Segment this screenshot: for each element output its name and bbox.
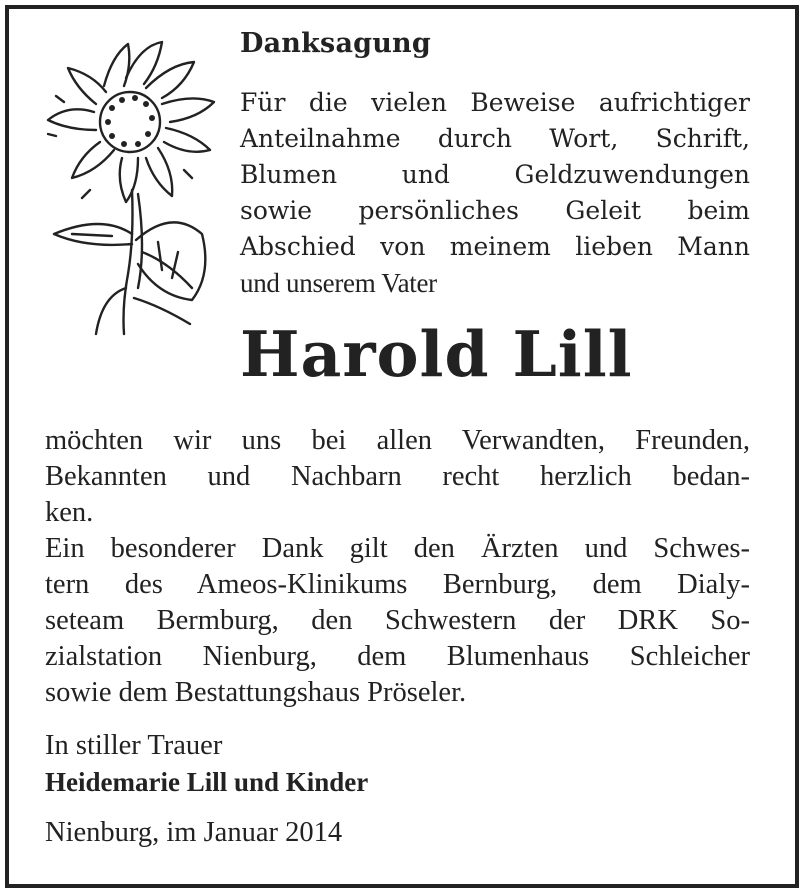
thanks-paragraph xyxy=(45,423,750,711)
intro-line: Abschied von meinem lieben Mann xyxy=(240,232,750,261)
intro-line: Anteilnahme durch Wort, Schrift, xyxy=(240,124,750,153)
intro-line: Blumen und Geldzuwendungen xyxy=(240,160,750,189)
body-line: zialstation Nienburg, dem Blumenhaus Schleicher xyxy=(45,641,750,672)
mourning-line: In stiller Trauer xyxy=(45,730,223,761)
place-date: Nienburg, im Januar 2014 xyxy=(45,817,343,848)
intro-line: und unserem Vater xyxy=(240,268,437,298)
deceased-name: Harold Lill xyxy=(240,317,633,391)
body-line: Bekannten und Nachbarn recht herzlich bedan- xyxy=(45,461,750,492)
body-line: ken. xyxy=(45,497,94,528)
intro-line: sowie persönliches Geleit beim xyxy=(240,196,750,225)
signatories: Heidemarie Lill und Kinder xyxy=(45,767,369,797)
body-line: tern des Ameos-Klinikums Bernburg, dem Dialy- xyxy=(45,569,750,600)
intro-paragraph xyxy=(240,85,750,301)
body-line: Ein besonderer Dank gilt den Ärzten und Schwes- xyxy=(45,533,750,564)
body-line: möchten wir uns bei allen Verwandten, Freunden, xyxy=(45,425,750,456)
sunflower-icon xyxy=(42,38,222,338)
body-line: sowie dem Bestattungshaus Pröseler. xyxy=(45,677,467,708)
body-line: seteam Bermburg, den Schwestern der DRK So- xyxy=(45,605,750,636)
intro-line: Für die vielen Beweise aufrichtiger xyxy=(240,88,750,117)
title-heading: Danksagung xyxy=(240,28,431,59)
